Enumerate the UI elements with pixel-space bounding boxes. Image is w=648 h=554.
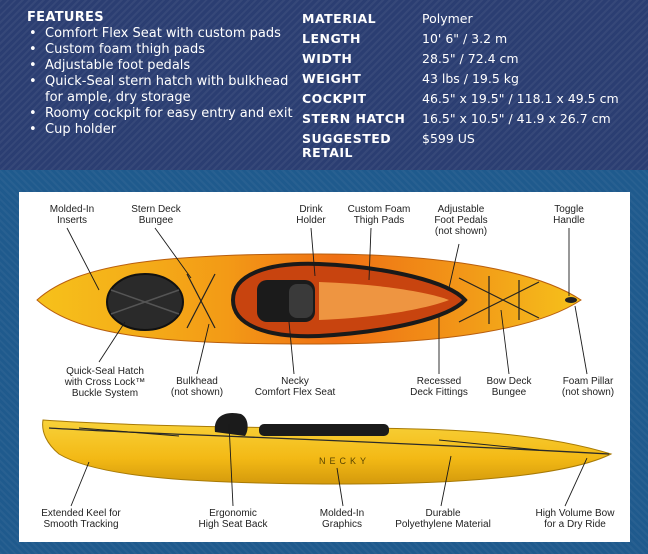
label-ergonomic-high-seat-back: Ergonomic High Seat Back — [198, 508, 268, 530]
side-cockpit-rim — [259, 424, 389, 436]
label-foam-pillar: Foam Pillar (not shown) — [561, 376, 615, 398]
feature-item: • Cup holder — [27, 122, 297, 138]
spec-value: 10' 6" / 3.2 m — [422, 31, 508, 46]
label-extended-keel: Extended Keel for Smooth Tracking — [41, 508, 121, 530]
specs-header-panel — [0, 0, 648, 170]
spec-key: SUGGESTED RETAIL — [302, 131, 392, 160]
spec-row-width — [302, 52, 642, 66]
spec-value: 46.5" x 19.5" / 118.1 x 49.5 cm — [422, 91, 619, 106]
label-high-volume-bow: High Volume Bow for a Dry Ride — [535, 508, 615, 530]
label-molded-in-inserts: Molded-In Inserts — [49, 204, 95, 226]
spec-value: 43 lbs / 19.5 kg — [422, 71, 519, 86]
spec-key: LENGTH — [302, 31, 361, 46]
spec-value: $599 US — [422, 131, 475, 146]
label-necky-comfort-flex-seat: Necky Comfort Flex Seat — [254, 376, 336, 398]
feature-item: • Adjustable foot pedals — [27, 58, 297, 74]
spec-row-cockpit — [302, 92, 642, 106]
feature-item: • Roomy cockpit for easy entry and exit — [27, 106, 297, 122]
specs-table — [302, 12, 642, 166]
spec-key: WEIGHT — [302, 71, 362, 86]
label-bow-deck-bungee: Bow Deck Bungee — [486, 376, 532, 398]
spec-value: Polymer — [422, 11, 473, 26]
label-molded-in-graphics: Molded-In Graphics — [319, 508, 365, 530]
kayak-side-view — [43, 413, 611, 484]
spec-value: 28.5" / 72.4 cm — [422, 51, 519, 66]
feature-item: • Quick-Seal stern hatch with bulkhead for ample, dry storage — [27, 74, 297, 106]
spec-row-suggested-retail — [302, 132, 642, 160]
label-custom-foam-thigh-pads: Custom Foam Thigh Pads — [347, 204, 411, 226]
spec-row-weight — [302, 72, 642, 86]
label-recessed-deck-fittings: Recessed Deck Fittings — [410, 376, 468, 398]
label-bulkhead: Bulkhead (not shown) — [170, 376, 224, 398]
features-title: FEATURES — [27, 10, 104, 25]
spec-value: 16.5" x 10.5" / 41.9 x 26.7 cm — [422, 111, 611, 126]
spec-key: STERN HATCH — [302, 111, 406, 126]
spec-row-material — [302, 12, 642, 26]
label-stern-deck-bungee: Stern Deck Bungee — [131, 204, 181, 226]
label-drink-holder: Drink Holder — [296, 204, 326, 226]
spec-key: MATERIAL — [302, 11, 377, 26]
seat-pad — [289, 284, 313, 318]
spec-key: WIDTH — [302, 51, 353, 66]
feature-item: • Comfort Flex Seat with custom pads — [27, 26, 297, 42]
side-brand-mark: NECKY — [319, 456, 371, 466]
features-list — [27, 26, 297, 138]
toggle-handle — [565, 297, 577, 303]
spec-row-stern-hatch — [302, 112, 642, 126]
feature-item: • Custom foam thigh pads — [27, 42, 297, 58]
label-durable-polyethylene: Durable Polyethylene Material — [395, 508, 491, 530]
label-adjustable-foot-pedals: Adjustable Foot Pedals (not shown) — [434, 204, 488, 237]
kayak-diagram-panel — [19, 192, 630, 542]
kayak-top-view — [37, 254, 581, 344]
spec-key: COCKPIT — [302, 91, 367, 106]
spec-row-length — [302, 32, 642, 46]
ergonomic-high-seat-back — [215, 413, 248, 436]
label-quick-seal-hatch: Quick-Seal Hatch with Cross Lock™ Buckle System — [64, 366, 146, 399]
label-toggle-handle: Toggle Handle — [553, 204, 585, 226]
